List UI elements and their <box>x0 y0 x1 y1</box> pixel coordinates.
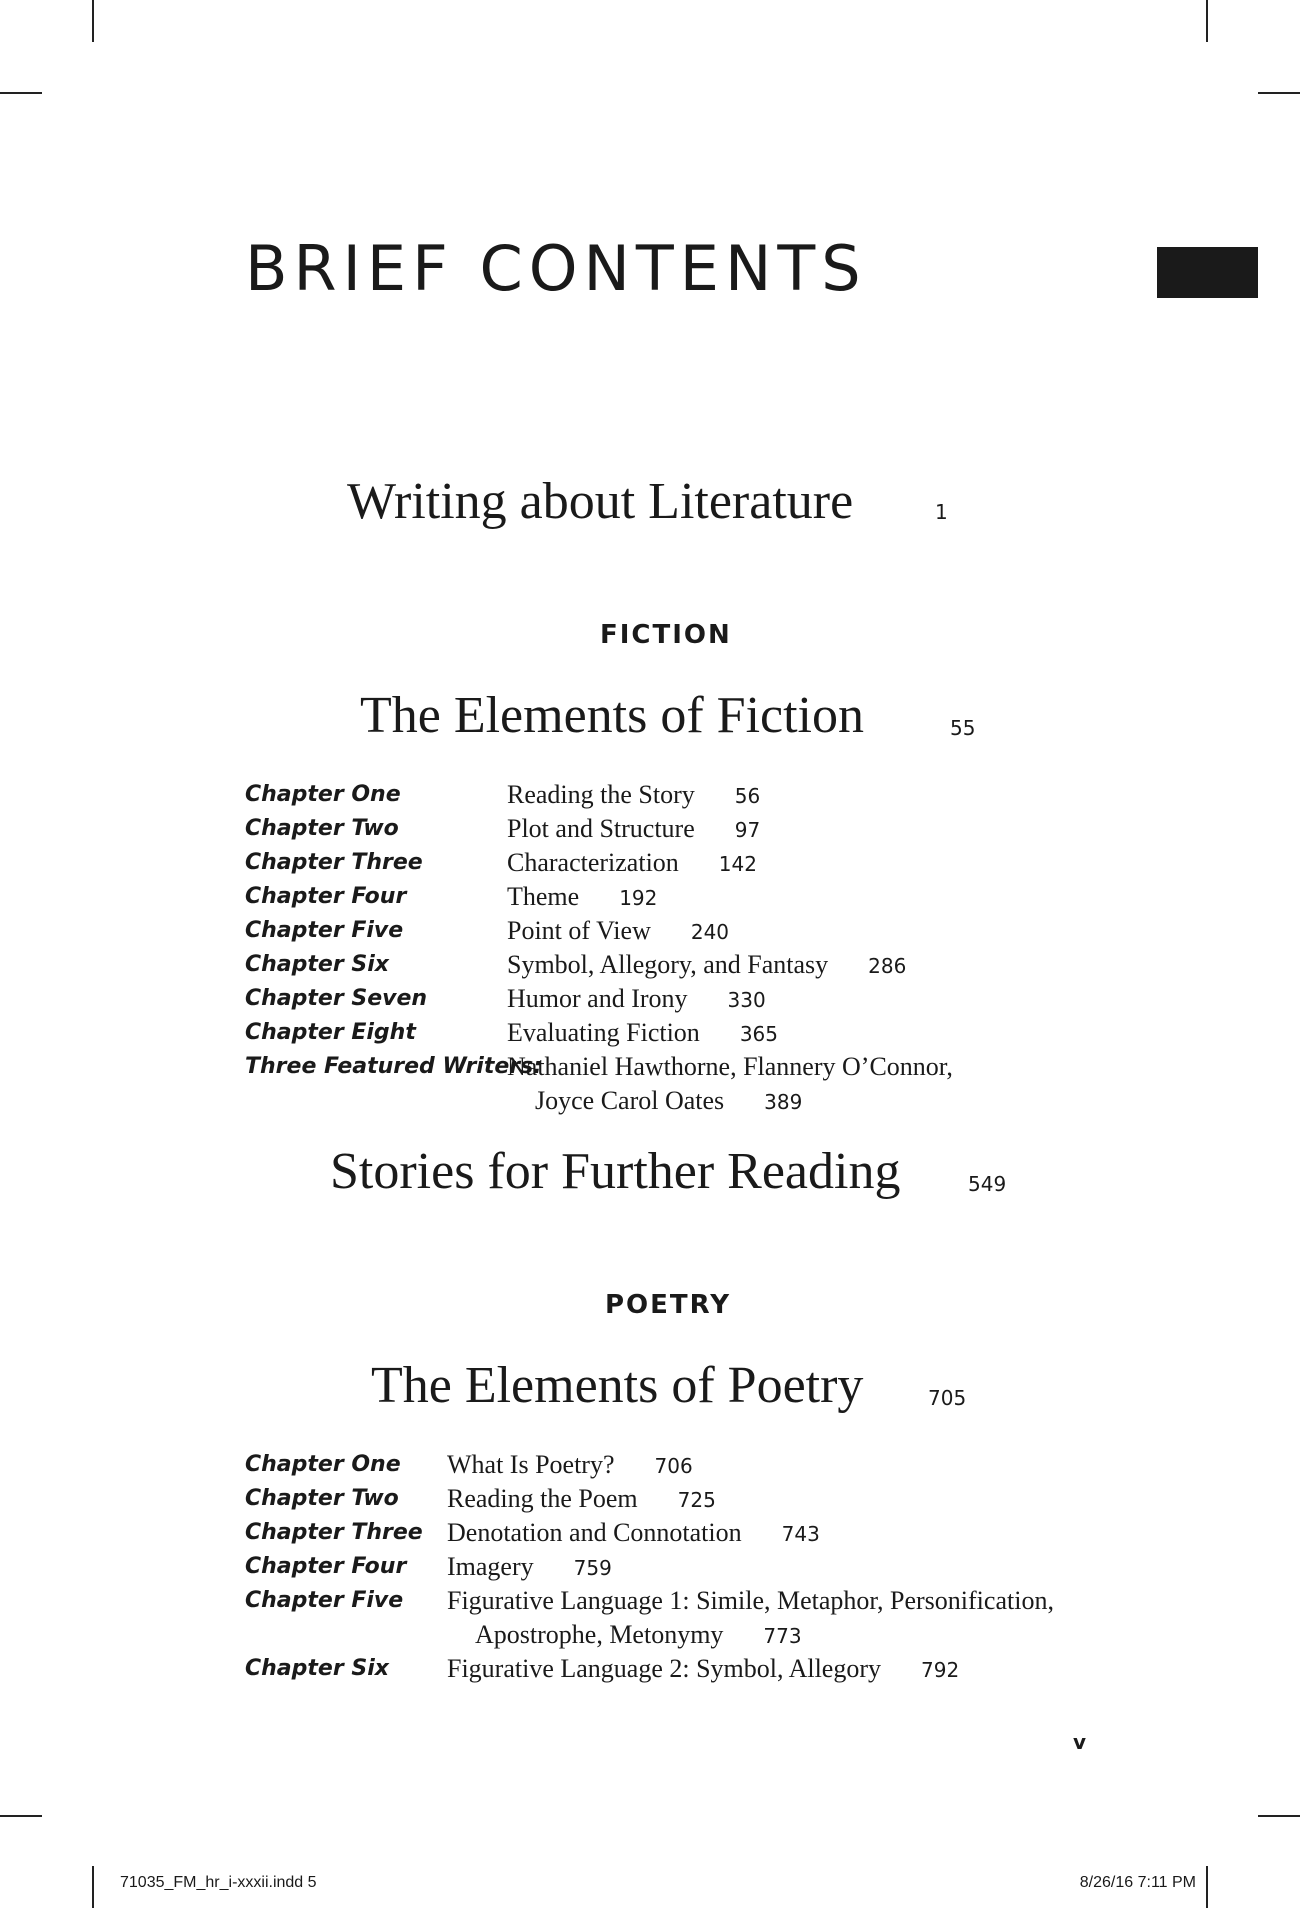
crop-mark <box>0 1815 42 1817</box>
chapter-title: Characterization <box>507 848 679 877</box>
chapter-page: 389 <box>764 1090 803 1114</box>
chapter-page: 773 <box>763 1624 802 1648</box>
part-title-stories: Stories for Further Reading <box>330 1143 901 1200</box>
chapter-title: Imagery <box>447 1552 534 1581</box>
toc-row[interactable] <box>245 1484 1145 1518</box>
chapter-title: Evaluating Fiction <box>507 1018 700 1047</box>
part-title-writing: Writing about Literature <box>347 473 854 530</box>
fiction-toc <box>245 780 1145 1120</box>
toc-row[interactable] <box>245 1552 1145 1586</box>
chapter-label: Chapter Four <box>245 1554 407 1579</box>
toc-row[interactable] <box>245 1586 1145 1654</box>
chapter-page: 240 <box>690 920 730 944</box>
section-label-fiction: FICTION <box>600 620 732 650</box>
chapter-label: Chapter Four <box>245 884 407 909</box>
chapter-label: Chapter Three <box>245 1520 423 1545</box>
chapter-page: 97 <box>734 818 761 842</box>
chapter-title: Theme <box>507 882 580 911</box>
part-page-stories: 549 <box>968 1172 1007 1196</box>
part-title-fiction: The Elements of Fiction <box>360 687 865 744</box>
chapter-page: 330 <box>727 988 766 1012</box>
toc-row[interactable] <box>245 882 1145 916</box>
part-page-fiction: 55 <box>950 716 976 740</box>
chapter-page: 192 <box>619 886 658 910</box>
chapter-title: Reading the Poem <box>447 1484 638 1513</box>
toc-row[interactable] <box>245 1654 1145 1688</box>
chapter-title: What Is Poetry? <box>447 1450 615 1479</box>
chapter-page: 56 <box>734 784 761 808</box>
chapter-title: Plot and Structure <box>507 814 695 843</box>
chapter-page: 706 <box>654 1454 693 1478</box>
chapter-page: 792 <box>921 1658 960 1682</box>
chapter-page: 743 <box>781 1522 820 1546</box>
slug-date: 8/26/16 7:11 PM <box>1079 1874 1196 1891</box>
chapter-title: Reading the Story <box>507 780 695 809</box>
chapter-label: Three Featured Writers: <box>245 1054 543 1079</box>
toc-row[interactable] <box>245 1450 1145 1484</box>
chapter-title: Humor and Irony <box>507 984 688 1013</box>
chapter-label: Chapter Two <box>245 1486 399 1511</box>
chapter-label: Chapter Six <box>245 1656 389 1681</box>
chapter-title: Symbol, Allegory, and Fantasy <box>507 950 829 979</box>
chapter-title: Figurative Language 1: Simile, Metaphor, Personification, <box>447 1586 1054 1615</box>
toc-row[interactable] <box>245 984 1145 1018</box>
part-title-poetry: The Elements of Poetry <box>371 1357 864 1414</box>
chapter-label: Chapter One <box>245 1452 401 1477</box>
chapter-label: Chapter Eight <box>245 1020 416 1045</box>
chapter-page: 725 <box>677 1488 716 1512</box>
chapter-label: Chapter Five <box>245 1588 404 1613</box>
chapter-title: Point of View <box>507 916 651 945</box>
page-title: BRIEF CONTENTS <box>245 232 867 305</box>
toc-row[interactable] <box>245 916 1145 950</box>
crop-mark <box>1258 92 1300 94</box>
section-label-poetry: POETRY <box>605 1290 732 1320</box>
crop-mark <box>92 0 94 42</box>
toc-row[interactable] <box>245 1018 1145 1052</box>
chapter-label: Chapter Seven <box>245 986 428 1011</box>
part-page-writing: 1 <box>935 500 948 524</box>
toc-row[interactable] <box>245 814 1145 848</box>
chapter-label: Chapter One <box>245 782 401 807</box>
chapter-label: Chapter Three <box>245 850 423 875</box>
chapter-page: 142 <box>718 852 757 876</box>
chapter-title: Figurative Language 2: Symbol, Allegory <box>447 1654 881 1683</box>
poetry-toc <box>245 1450 1145 1688</box>
chapter-title-continued: Joyce Carol Oates <box>535 1086 725 1115</box>
chapter-title: Nathaniel Hawthorne, Flannery O’Connor, <box>507 1052 953 1081</box>
chapter-page: 365 <box>739 1022 778 1046</box>
crop-mark <box>92 1866 94 1908</box>
page-folio: v <box>1073 1730 1087 1754</box>
crop-mark <box>1206 0 1208 42</box>
thumb-tab <box>1157 247 1258 298</box>
chapter-label: Chapter Two <box>245 816 399 841</box>
chapter-title: Denotation and Connotation <box>447 1518 742 1547</box>
part-page-poetry: 705 <box>928 1386 967 1410</box>
toc-row[interactable] <box>245 848 1145 882</box>
crop-mark <box>1258 1815 1300 1817</box>
toc-row[interactable] <box>245 950 1145 984</box>
chapter-title-continued: Apostrophe, Metonymy <box>475 1620 724 1649</box>
slug-file: 71035_FM_hr_i-xxxii.indd 5 <box>120 1874 317 1891</box>
toc-row[interactable] <box>245 1518 1145 1552</box>
crop-mark <box>1206 1866 1208 1908</box>
chapter-label: Chapter Five <box>245 918 404 943</box>
chapter-label: Chapter Six <box>245 952 389 977</box>
crop-mark <box>0 92 42 94</box>
chapter-page: 286 <box>868 954 907 978</box>
toc-row[interactable] <box>245 780 1145 814</box>
chapter-page: 759 <box>573 1556 612 1580</box>
toc-row[interactable] <box>245 1052 1145 1120</box>
